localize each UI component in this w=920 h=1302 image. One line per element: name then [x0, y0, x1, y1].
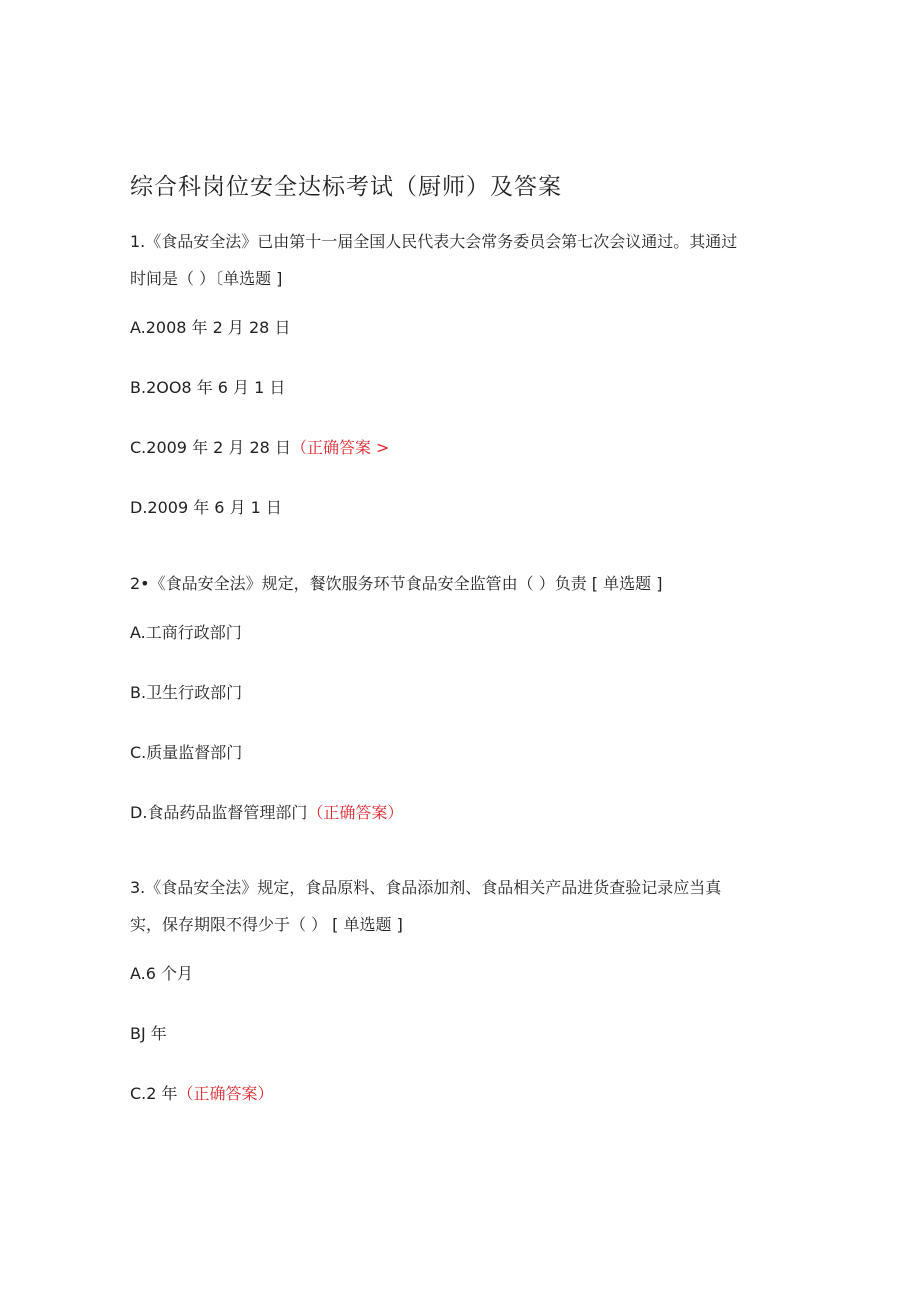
question-3-option-c	[130, 1084, 274, 1104]
question-2-option-d	[130, 803, 403, 823]
correct-answer-mark: （正确答案）	[307, 803, 404, 822]
document-title: 综合科岗位安全达标考试（厨师）及答案	[130, 174, 562, 200]
question-3-option-a: A.6 个月	[130, 964, 194, 983]
correct-answer-mark: （正确答案）	[177, 1084, 274, 1103]
question-2-text-line-1: 2•《食品安全法》规定，餐饮服务环节食品安全监管由（ ）负责 [ 单选题 ]	[130, 574, 663, 593]
question-3-text-line-2: 实，保存期限不得少于（ ） [ 单选题 ]	[130, 915, 403, 934]
question-1-text-line-2: 时间是（ ）〔单选题 ]	[130, 269, 283, 288]
question-2-option-b: B.卫生行政部门	[130, 683, 243, 702]
question-2-option-c: C.质量监督部门	[130, 743, 243, 762]
question-2-option-a: A.工商行政部门	[130, 623, 242, 642]
question-1-option-c	[130, 438, 389, 458]
question-3-text-line-1: 3.《食品安全法》规定，食品原料、食品添加剂、食品相关产品进货查验记录应当真	[130, 878, 722, 897]
question-1-option-d: D.2009 年 6 月 1 日	[130, 498, 282, 517]
option-text: C.2 年	[130, 1084, 178, 1103]
question-1-option-b: B.2OO8 年 6 月 1 日	[130, 378, 286, 397]
question-1-text-line-1: 1.《食品安全法》已由第十一届全国人民代表大会常务委员会第七次会议通过。其通过	[130, 232, 738, 251]
correct-answer-mark: （正确答案 >	[290, 438, 390, 457]
question-1-option-a: A.2008 年 2 月 28 日	[130, 318, 291, 337]
question-3-option-b: BJ 年	[130, 1024, 167, 1043]
option-text: D.食品药品监督管理部门	[130, 803, 308, 822]
option-text: C.2009 年 2 月 28 日	[130, 438, 291, 457]
